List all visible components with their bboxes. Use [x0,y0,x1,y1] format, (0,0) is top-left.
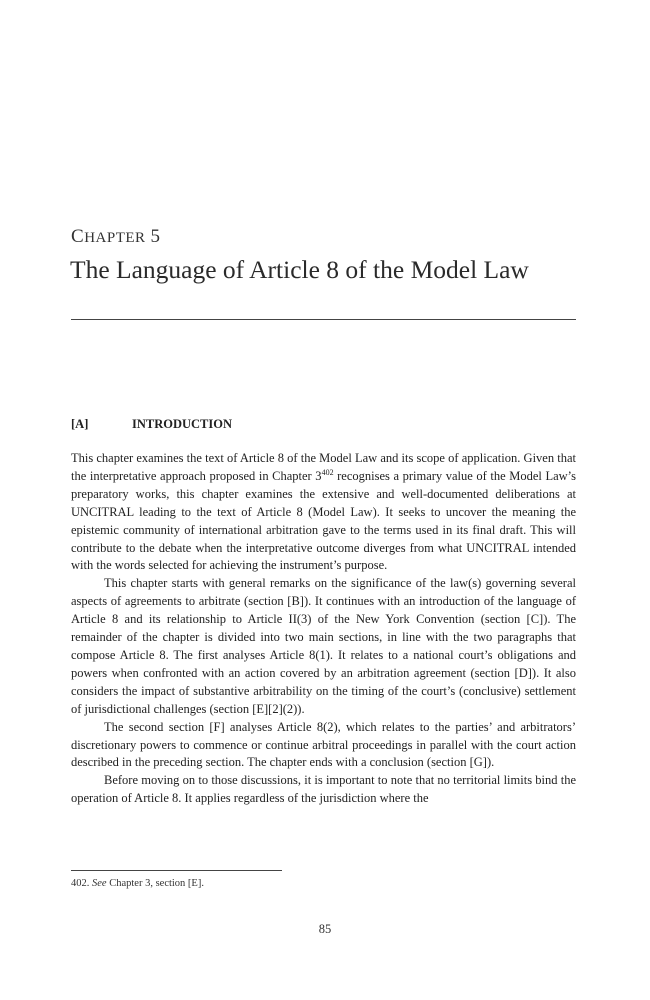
footnote-text: Chapter 3, section [E]. [106,878,204,889]
chapter-label-rest: HAPTER [84,230,146,246]
paragraph-3: The second section [F] analyses Article 8(2), which relates to the parties’ and arbitrators’ discretionary powers to commence or continue arbitral proceedings in parallel with the court action described in the preceding section. The chapter ends with a conclusion (section [G]). [71,719,576,770]
footnote-number: 402. [71,878,90,889]
chapter-title: The Language of Article 8 of the Model Law [70,255,529,284]
page-number: 85 [318,922,332,936]
title-divider [71,319,576,320]
chapter-label [71,226,161,248]
footnote-divider [71,870,282,871]
paragraph-2: This chapter starts with general remarks on the significance of the law(s) governing several aspects of agreements to arbitrate (section [B]). It continues with an introduction of the language of Article 8 and its relationship to Article II(3) of the New York Convention (section [C]). The remainder of the chapter is divided into two main sections, in line with the two paragraphs that compose Article 8. The first analyses Article 8(1). It relates to a national court’s obligations and powers when confronted with an action covered by an arbitration agreement (section [D]). It also considers the impact of substantive arbitrability on the timing of the court’s (conclusive) settlement of jurisdictional challenges (section [E][2](2)). [71,576,576,716]
section-heading [71,417,232,432]
section-number: [A] [71,417,89,431]
footnote-reference[interactable]: 402 [321,467,334,477]
footnote [71,878,204,889]
section-title: INTRODUCTION [132,417,233,431]
chapter-number: 5 [150,226,161,247]
paragraph-1 [71,450,576,575]
body-text [71,450,576,808]
paragraph-1-text-a: This chapter examines the text of Article 8 of the Model Law and its scope of application. Given that the interpretative approach proposed in Chapter 3 [71,451,576,483]
paragraph-1-text-b: recognises a primary value of the Model Law’s preparatory works, this chapter examines the extensive and well-documented deliberations at UNCITRAL leading to the text of Article 8 (Model Law). It seeks to uncover the meaning the epistemic community of international arbitration gave to the terms used in its final draft. This will contribute to the debate when the interpretative outcome diverges from what UNCITRAL intended with the words selected for achieving the instrument’s purpose. [71,468,577,573]
chapter-label-initial: C [71,226,85,247]
paragraph-4: Before moving on to those discussions, it is important to note that no territorial limits bind the operation of Article 8. It applies regardless of the jurisdiction where the [71,773,576,806]
footnote-see: See [92,878,107,889]
